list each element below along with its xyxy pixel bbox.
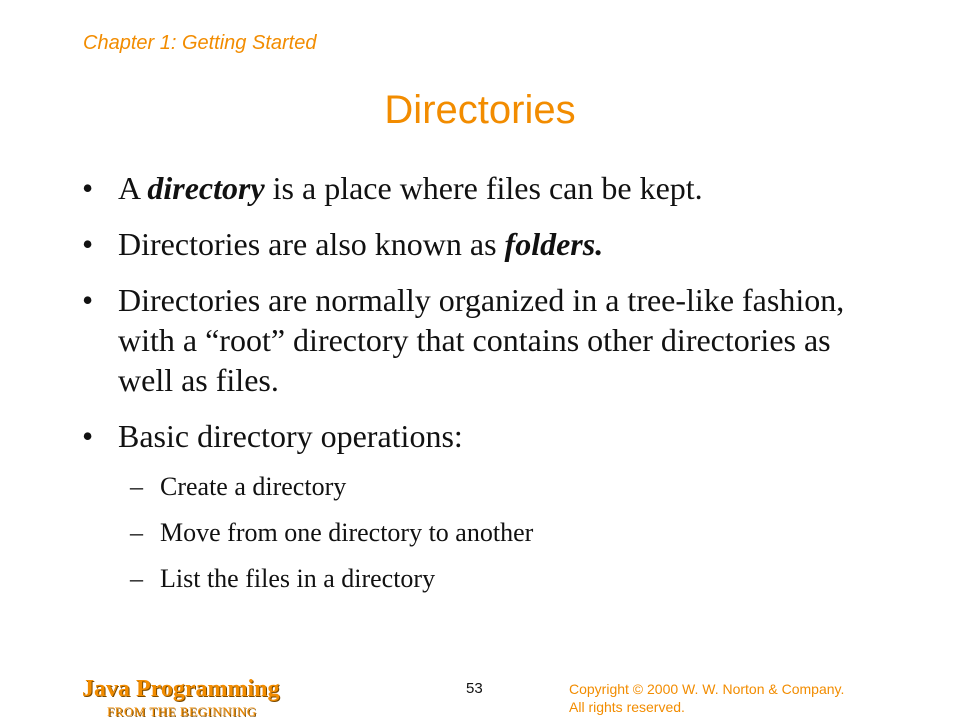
sub-item [82,518,882,548]
bullet-text-pre: Directories are also known as [118,226,505,262]
bullet-dot-icon: • [82,282,94,318]
bullet-dot-icon: • [82,418,94,454]
sub-item [82,564,882,594]
bullet-emphasis: folders. [504,226,604,262]
dash-icon: – [130,564,143,593]
footer-brand: Java Programming [82,676,280,702]
slide-body [82,168,882,610]
bullet-emphasis: directory [147,170,265,206]
bullet-item [82,416,882,456]
chapter-label: Chapter 1: Getting Started [83,32,317,54]
bullet-dot-icon: • [82,170,94,206]
bullet-item [82,280,882,400]
slide-title: Directories [384,88,576,132]
bullet-item [82,224,882,264]
dash-icon: – [130,472,143,501]
bullet-dot-icon: • [82,226,94,262]
sub-item-text: Move from one directory to another [160,518,534,547]
dash-icon: – [130,518,143,547]
page-number: 53 [466,680,483,697]
bullet-text-post: is a place where files can be kept. [264,170,703,206]
bullet-text: Basic directory operations: [118,418,463,454]
copyright-line: All rights reserved. [569,699,685,715]
sub-item-text: Create a directory [160,472,347,501]
sub-item [82,472,882,502]
sub-item-text: List the files in a directory [160,564,436,593]
footer-brand-subtitle: FROM THE BEGINNING [107,704,257,719]
copyright-line: Copyright © 2000 W. W. Norton & Company. [569,681,845,697]
bullet-text-pre: A [118,170,148,206]
copyright-notice [569,680,844,716]
bullet-text: Directories are normally organized in a tree-like fashion, with a “root” directory that contains other directories as well as files. [118,282,845,398]
bullet-item [82,168,882,208]
